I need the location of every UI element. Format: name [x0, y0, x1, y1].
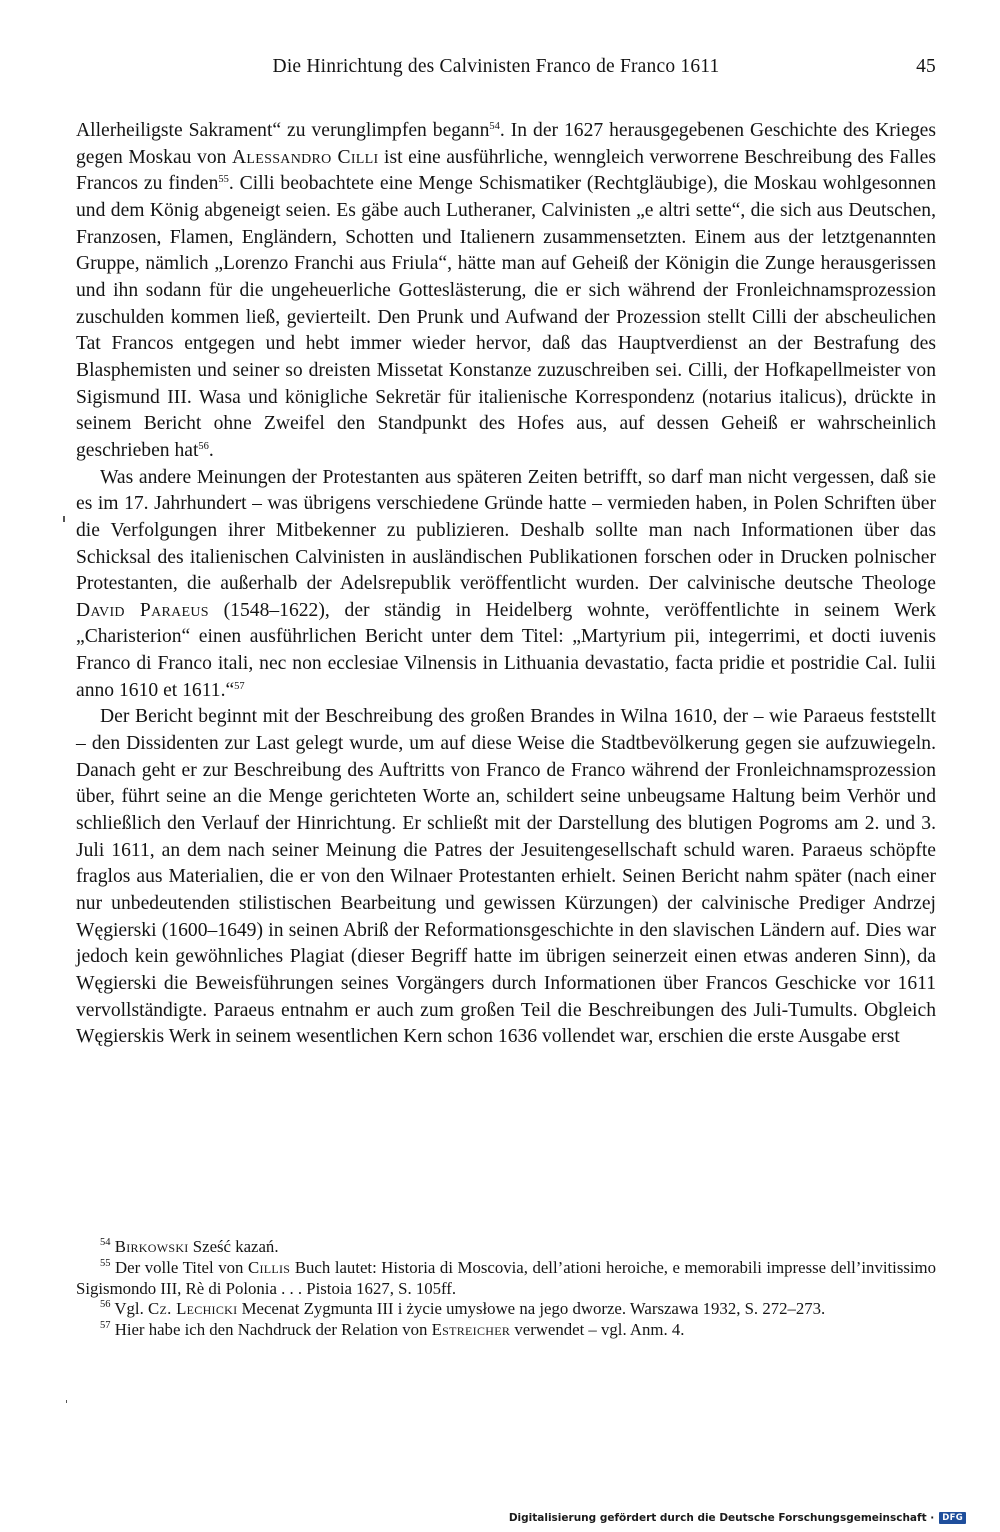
- running-head: [76, 56, 936, 84]
- text-run: Was andere Meinungen der Protestanten aus späteren Zeiten betrifft, so darf man nicht vergessen, daß sie es im 17. Jahrhundert – was übrigens verschiedene Gründe hatte – vermieden haben, in Polen Schriften über die Verfolgungen ihrer Mitbekenner zu publizieren. Deshalb sollte man nach Informationen über das Schicksal des italienischen Calvinisten in ausländischen Publikationen forschen oder in Drucken polnischer Protestanten, die außerhalb der Adelsrepublik veröffentlicht wurden. Der calvinische deutsche Theologe: [76, 466, 936, 595]
- text-run: Der Bericht beginnt mit der Beschreibung des großen Brandes in Wilna 1610, der – wie Paraeus feststellt – den Dissidenten zur Last gelegt wurde, um auf diese Weise die Stadtbevölkerung gegen sie aufzuwiegeln. Danach geht er zur Beschreibung des Auftritts von Franco de Franco während der Fronleichnamsprozession über, führt seine an die Menge gerichteten Worte an, schildert seine unbeugsame Haltung beim Verhör und schließlich den Verlauf der Hinrichtung. Er schließt mit der Darstellung des blutigen Pogroms am 2. und 3. Juli 1611, an dem nach seiner Meinung die Patres der Jesuitengesellschaft schuld waren. Paraeus schöpfte fraglos aus Materialien, die er von den Wilnaer Protestanten erhielt. Seinen Bericht nahm später (nach einer nur unbedeutenden stilistischen Bearbeitung und gewissen Kürzungen) der calvinische Prediger Andrzej Węgierski (1600–1649) in seinen Abriß der Reformationsgeschichte in den slavischen Ländern auf. Dies war jedoch kein gewöhnliches Plagiat (dieser Begriff hatte im übrigen seinerzeit einen etwas anderen Sinn), da Węgierski die Beweisführungen seines Vorgängers durch Informationen über Francos Geschicke vor 1611 vervollständigte. Paraeus entnahm er auch zum großen Teil die Beschreibungen des Juli-Tumults. Obgleich Węgierskis Werk in seinem wesentlichen Kern schon 1636 vollendet war, erschien die erste Ausgabe erst: [76, 706, 936, 1048]
- text-run: (1548–1622), der ständig in Heidelberg wohnte, veröffentlichte in seinem Werk „Charisterion“ einen ausführlichen Bericht unter dem Titel: „Martyrium pii, integerrimi, et docti iuvenis Franco di Franco itali, nec non ecclesiae Vilnensis in Lithuania devastatio, facta pridie et postridie Cal. Iulii anno 1610 et 1611.“: [76, 599, 937, 701]
- scan-artifact-mark: [63, 516, 65, 522]
- author-name: Birkowski: [114, 1237, 189, 1256]
- text-run: Allerheiligste Sakrament“ zu verunglimpfen begann: [76, 120, 490, 141]
- body-paragraph: [76, 704, 936, 1051]
- author-name: Alessandro Cilli: [231, 146, 379, 168]
- footnote-marker: 56: [198, 440, 209, 452]
- footnote-marker: 54: [489, 121, 500, 132]
- body-paragraph: [76, 465, 936, 705]
- footnote: [76, 1320, 936, 1341]
- text-run: Der volle Titel von: [110, 1257, 248, 1277]
- page-number: 45: [916, 56, 936, 77]
- dfg-logo-icon: DFG: [939, 1512, 966, 1524]
- text-run: Vgl.: [110, 1299, 148, 1319]
- running-title: Die Hinrichtung des Calvinisten Franco de Franco 1611: [272, 56, 720, 77]
- scan-artifact-mark: [66, 1400, 67, 1403]
- text-run: Hier habe ich den Nachdruck der Relation von: [110, 1320, 432, 1340]
- footnote-marker: 57: [234, 680, 245, 692]
- text-run: Mecenat Zygmunta III i życie umysłowe na jego dworze. Warszawa 1932, S. 272–273.: [237, 1299, 826, 1319]
- footnote-marker: 54: [100, 1237, 111, 1248]
- text-run: .: [208, 439, 214, 461]
- digitization-credit: [509, 1512, 966, 1524]
- footnote-marker: 55: [100, 1257, 111, 1269]
- text-run: Buch lautet: Historia di Moscovia, dell’ationi heroiche, e memorabili impresse dell’invitissimo Sigismondo III, Rè di Polonia . . . Pistoia 1627, S. 105ff.: [76, 1257, 936, 1298]
- author-name: Cz. Lechicki: [147, 1299, 238, 1319]
- text-run: . In der 1627 herausgegebenen Geschichte des Krieges gegen Moskau von: [76, 120, 937, 168]
- footnote-marker: 56: [100, 1299, 111, 1311]
- body-text: [76, 118, 936, 1051]
- author-name: Cillis: [247, 1257, 291, 1277]
- footnote-marker: 55: [218, 174, 229, 186]
- footnote: [76, 1237, 936, 1258]
- text-run: Sześć kazań.: [188, 1237, 279, 1256]
- footnotes: [76, 1237, 936, 1341]
- text-run: verwendet – vgl. Anm. 4.: [510, 1320, 685, 1340]
- footnote: [76, 1299, 936, 1320]
- author-name: David Paraeus: [76, 599, 209, 621]
- text-run: ist eine ausführliche, wenngleich verworrene Beschreibung des Falles Francos zu finden: [76, 146, 936, 195]
- author-name: Estreicher: [431, 1320, 511, 1340]
- footnote-marker: 57: [100, 1320, 111, 1332]
- text-run: . Cilli beobachtete eine Menge Schismatiker (Rechtgläubige), die Moskau wohlgesonnen und dem König abgeneigt seien. Es gäbe auch Lutheraner, Calvinisten „e altri sette“, die sich aus Deutschen, Franzosen, Flamen, Engländern, Schotten und Italienern zusammensetzten. Einem aus der letztgenannten Gruppe, nämlich „Lorenzo Franchi aus Friula“, hätte man auf Geheiß der Königin die Zunge herausgerissen und ihn sodann für die ungeheuerliche Gotteslästerung, die er sich während der Fronleichnamsprozession zuschulden kommen ließ, gevierteilt. Den Prunk und Aufwand der Prozession stellt Cilli der abscheulichen Tat Francos entgegen und hebt immer wieder hervor, daß das Hauptverdienst an der Bestrafung des Blasphemisten und seiner so dreisten Missetat Konstanze zuzuschreiben sei. Cilli, der Hofkapellmeister von Sigismund III. Wasa und königliche Sekretär für italienische Korrespondenz (notarius italicus), drückte in seinem Bericht ohne Zweifel den Standpunkt des Hofes aus, auf dessen Geheiß er wahrscheinlich geschrieben hat: [76, 173, 936, 461]
- digitization-credit-text: Digitalisierung gefördert durch die Deutsche Forschungsgemeinschaft ·: [508, 1512, 935, 1524]
- body-paragraph: [76, 118, 936, 465]
- footnote: [76, 1258, 936, 1300]
